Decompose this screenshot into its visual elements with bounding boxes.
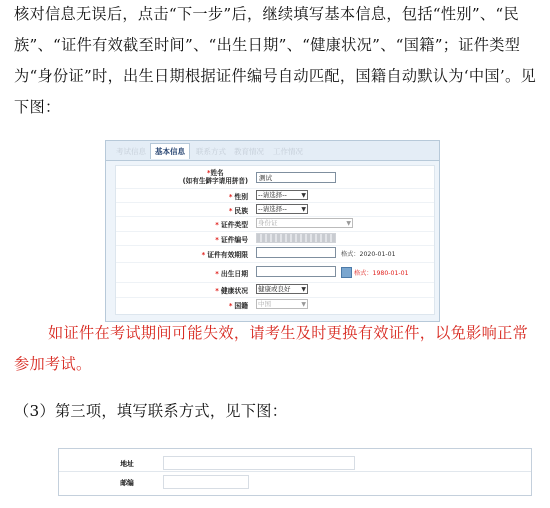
- form-row-address: [59, 453, 531, 472]
- tab-contact[interactable]: 联系方式: [196, 147, 226, 156]
- form-row-birth: [116, 262, 434, 283]
- tab-education[interactable]: 教育情况: [234, 147, 264, 156]
- gender-label: * 性别: [228, 193, 248, 201]
- gender-select[interactable]: --请选择-- ▼: [258, 191, 306, 199]
- tab-basic-info[interactable]: 基本信息: [150, 143, 190, 159]
- zip-input[interactable]: [163, 475, 249, 489]
- name-input[interactable]: 测试: [256, 172, 336, 183]
- idno-input-redacted[interactable]: [256, 233, 336, 243]
- idno-label: * 证件编号: [215, 236, 248, 244]
- name-label: *姓名 (如有生僻字请用拼音): [182, 169, 248, 185]
- form-row-health: [116, 282, 434, 298]
- health-label: * 健康状况: [215, 287, 248, 295]
- ethnic-select[interactable]: --请选择-- ▼: [258, 205, 306, 213]
- chevron-down-icon: ▼: [301, 301, 306, 308]
- basic-info-form-screenshot: [105, 140, 440, 322]
- calendar-icon[interactable]: [341, 267, 352, 278]
- ethnic-label: * 民族: [228, 207, 248, 215]
- health-select[interactable]: 健康或良好 ▼: [258, 285, 306, 293]
- tab-bar: [106, 141, 439, 161]
- form-row-gender: [116, 188, 434, 203]
- contact-form-screenshot: [58, 448, 532, 496]
- chevron-down-icon: ▼: [301, 286, 306, 293]
- nation-label: * 国籍: [228, 302, 248, 310]
- address-label: 地址: [120, 460, 134, 468]
- chevron-down-icon: ▼: [301, 192, 306, 199]
- chevron-down-icon: ▼: [301, 206, 306, 213]
- tab-work[interactable]: 工作情况: [273, 147, 303, 156]
- paragraph-basic-info: 核对信息无误后，点击“下一步”后，继续填写基本信息，包括“性别”、“民族”、“证件有效截至时间”、“出生日期”、“健康状况”、“国籍”；证件类型为“身份证”时，出生日期根据证件编号自动匹配，国籍自动默认为‘中国’。见下图：: [14, 5, 536, 116]
- form-row-name: [116, 166, 434, 189]
- form-row-idtype: [116, 216, 434, 232]
- chevron-down-icon: ▼: [346, 220, 351, 227]
- paragraph-contact-step: （3）第三项，填写联系方式，见下图：: [14, 402, 288, 420]
- birth-input[interactable]: [256, 266, 336, 277]
- form-body: [115, 165, 435, 315]
- idvalid-input[interactable]: [256, 247, 336, 258]
- paragraph-id-expiry-note: 如证件在考试期间可能失效，请考生及时更换有效证件，以免影响正常参加考试。: [14, 324, 529, 373]
- nation-select[interactable]: 中国 ▼: [258, 300, 306, 308]
- birth-label: * 出生日期: [215, 270, 248, 278]
- idtype-label: * 证件类型: [215, 221, 248, 229]
- tab-exam-info[interactable]: 考试信息: [116, 147, 146, 156]
- birth-format-hint: 格式：1980-01-01: [354, 270, 409, 277]
- zip-label: 邮编: [120, 479, 134, 487]
- idvalid-label: * 证件有效期限: [201, 251, 248, 259]
- form-row-zip: [59, 472, 531, 490]
- address-input[interactable]: [163, 456, 355, 470]
- form-row-ethnic: [116, 202, 434, 217]
- idtype-select[interactable]: 身份证 ▼: [258, 219, 351, 227]
- form-row-idno: [116, 231, 434, 246]
- form-row-nation: [116, 297, 434, 313]
- form-row-idvalid: [116, 245, 434, 263]
- idvalid-format-hint: 格式：2020-01-01: [341, 251, 396, 258]
